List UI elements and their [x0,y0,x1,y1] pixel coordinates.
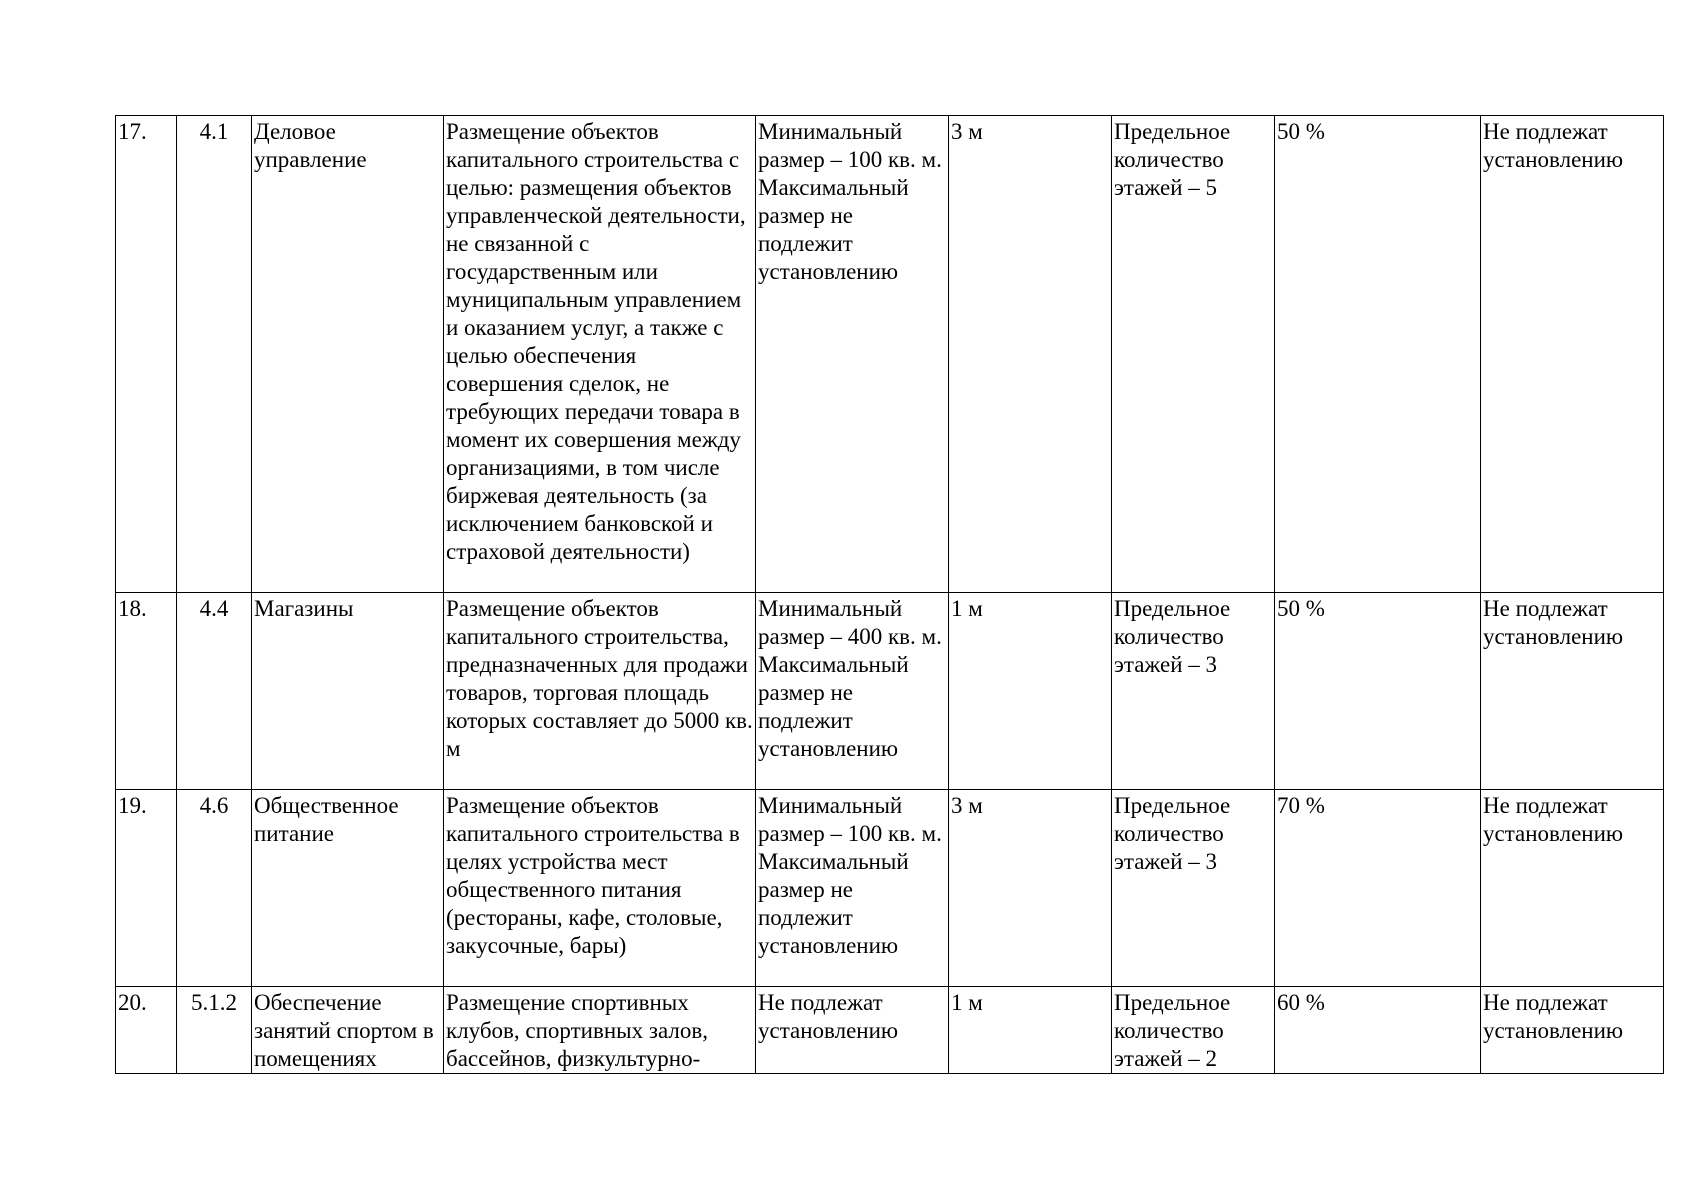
max-floors: Предельное количество этажей – 5 [1112,116,1275,593]
row-number: 18. [116,593,177,790]
other-params: Не подлежат установлению [1481,987,1664,1074]
other-params: Не подлежат установлению [1481,790,1664,987]
table-row [116,116,1664,593]
other-params: Не подлежат установлению [1481,116,1664,593]
max-coverage: 50 % [1275,116,1481,593]
row-number: 17. [116,116,177,593]
table-row [116,593,1664,790]
max-floors: Предельное количество этажей – 3 [1112,790,1275,987]
use-description: Размещение спортивных клубов, спортивных залов, бассейнов, физкультурно- [444,987,756,1074]
use-name: Деловое управление [252,116,444,593]
use-code: 4.1 [177,116,252,593]
max-coverage: 60 % [1275,987,1481,1074]
setback: 3 м [949,790,1112,987]
setback: 3 м [949,116,1112,593]
plot-size: Минимальный размер – 100 кв. м. Максимальный размер не подлежит установлению [756,116,949,593]
setback: 1 м [949,987,1112,1074]
max-coverage: 70 % [1275,790,1481,987]
use-code: 5.1.2 [177,987,252,1074]
table-row [116,790,1664,987]
use-description: Размещение объектов капитального строительства в целях устройства мест общественного питания (рестораны, кафе, столовые, закусочные, бары) [444,790,756,987]
table-row [116,987,1664,1074]
use-name: Обеспечение занятий спортом в помещениях [252,987,444,1074]
max-coverage: 50 % [1275,593,1481,790]
plot-size: Не подлежат установлению [756,987,949,1074]
plot-size: Минимальный размер – 400 кв. м. Максимальный размер не подлежит установлению [756,593,949,790]
plot-size: Минимальный размер – 100 кв. м. Максимальный размер не подлежит установлению [756,790,949,987]
use-name: Общественное питание [252,790,444,987]
max-floors: Предельное количество этажей – 2 [1112,987,1275,1074]
document-page [115,115,1663,1074]
row-number: 20. [116,987,177,1074]
max-floors: Предельное количество этажей – 3 [1112,593,1275,790]
row-number: 19. [116,790,177,987]
other-params: Не подлежат установлению [1481,593,1664,790]
use-code: 4.4 [177,593,252,790]
land-use-regulations-table [115,115,1664,1074]
use-code: 4.6 [177,790,252,987]
setback: 1 м [949,593,1112,790]
use-name: Магазины [252,593,444,790]
use-description: Размещение объектов капитального строительства с целью: размещения объектов управленческой деятельности, не связанной с государственным или муниципальным управлением и оказанием услуг, а также с целью обеспечения совершения сделок, не требующих передачи товара в момент их совершения между организациями, в том числе биржевая деятельность (за исключением банковской и страховой деятельности) [444,116,756,593]
use-description: Размещение объектов капитального строительства, предназначенных для продажи товаров, торговая площадь которых составляет до 5000 кв. м [444,593,756,790]
